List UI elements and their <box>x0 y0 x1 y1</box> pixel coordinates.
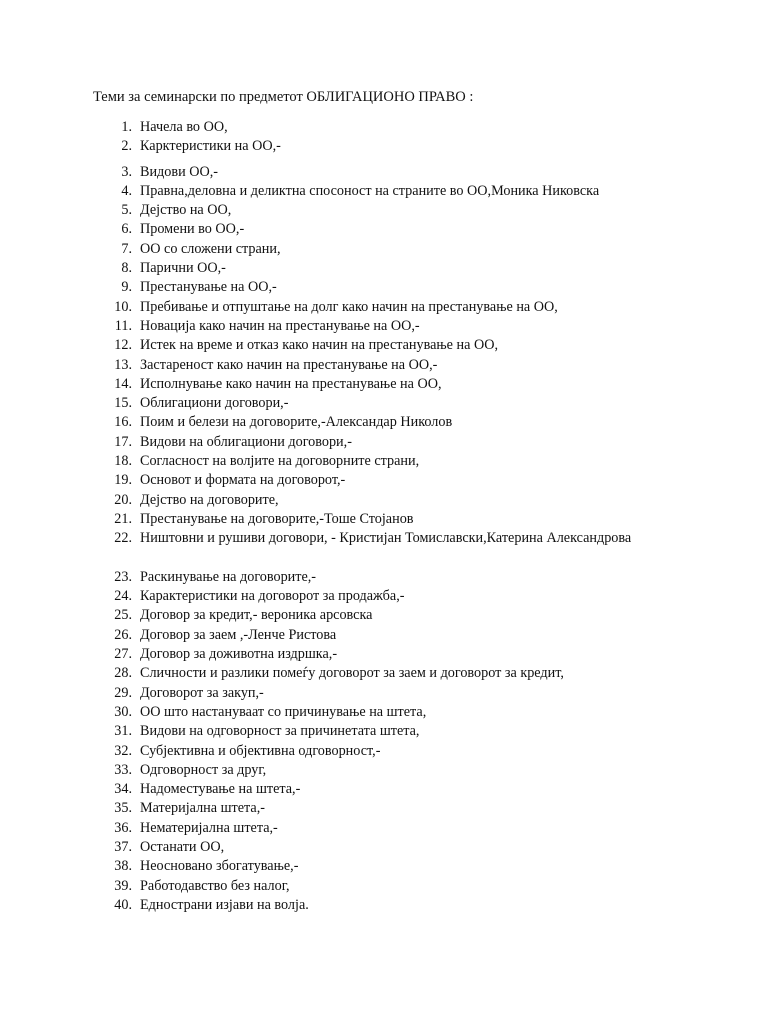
list-item-number: 25. <box>114 607 132 624</box>
list-item-text: Начела во ОО, <box>140 119 228 135</box>
list-item <box>0 317 768 336</box>
list-item-number: 14. <box>114 375 132 392</box>
list-item-number: 29. <box>114 684 132 701</box>
list-item <box>0 838 768 857</box>
list-item <box>0 529 768 568</box>
list-item-number: 38. <box>114 858 132 875</box>
list-item <box>0 606 768 625</box>
list-item-number: 23. <box>114 568 132 585</box>
list-item-number: 20. <box>114 491 132 508</box>
list-item-text: Ништовни и рушиви договори, - Кристијан Томиславски,Катерина Александрова <box>140 530 632 547</box>
list-item <box>0 259 768 278</box>
list-item-number: 11. <box>114 317 132 334</box>
list-item-number: 5. <box>121 202 132 219</box>
list-item-text: Останати ОО, <box>140 838 225 855</box>
list-item-text: Правна,деловна и деликтна спосоност на страните во ОО,Моника Никовска <box>140 182 600 199</box>
list-item <box>0 471 768 490</box>
list-item-number: 30. <box>114 703 132 720</box>
list-item-text: Видови на облигациони договори,- <box>140 433 352 450</box>
list-item <box>0 240 768 259</box>
list-item-number: 7. <box>121 240 132 257</box>
list-item <box>0 645 768 664</box>
list-item-text: Облигациони договори,- <box>140 395 289 412</box>
list-item-number: 6. <box>121 221 132 238</box>
list-item-number: 33. <box>114 761 132 778</box>
list-item-text: Истек на време и отказ како начин на престанување на ОО, <box>140 337 498 354</box>
list-item-number: 35. <box>114 800 132 817</box>
list-item-number: 21. <box>114 510 132 527</box>
list-item-text: Договор за заем ,-Ленче Ристова <box>140 626 337 643</box>
topic-list <box>0 118 768 915</box>
list-item-text: Договорот за закуп,- <box>140 684 264 701</box>
list-item-text: Пребивање и отпуштање на долг како начин на престанување на ОО, <box>140 298 558 315</box>
list-item <box>0 336 768 355</box>
list-item-number: 31. <box>114 723 132 740</box>
list-item-text: Работодавство без налог, <box>140 877 290 894</box>
list-item-number: 22. <box>114 530 132 547</box>
list-item-number: 40. <box>114 896 132 913</box>
list-item-number: 28. <box>114 665 132 682</box>
list-item <box>0 433 768 452</box>
list-item-number: 3. <box>121 163 132 180</box>
list-item-text: Видови на одговорност за причинетата штета, <box>140 723 420 740</box>
list-item <box>0 491 768 510</box>
list-item-text: Нематеријална штета,- <box>140 819 278 836</box>
list-item-number: 4. <box>121 182 132 199</box>
list-item-text: Неосновано збогатување,- <box>140 858 299 875</box>
list-item <box>0 799 768 818</box>
list-item-number: 17. <box>114 433 132 450</box>
list-item-number: 26. <box>114 626 132 643</box>
list-item <box>0 626 768 645</box>
list-item-text: Материјална штета,- <box>140 800 265 817</box>
list-item <box>0 587 768 606</box>
list-item <box>0 394 768 413</box>
list-item-number: 10. <box>114 298 132 315</box>
list-item-text: Карактеристики на договорот за продажба,- <box>140 588 405 605</box>
list-item <box>0 877 768 896</box>
list-item-text: Промени во ОО,- <box>140 221 245 238</box>
list-item-number: 34. <box>114 781 132 798</box>
list-item-text: Субјективна и објективна одговорност,- <box>140 742 381 759</box>
list-item <box>0 703 768 722</box>
list-item-text: Договор за кредит,- вероника арсовска <box>140 607 373 624</box>
list-item-text: Поим и белези на договорите,-Александар Николов <box>140 414 453 431</box>
list-item <box>0 375 768 394</box>
list-item-text: Парични ОО,- <box>140 260 226 277</box>
list-item <box>0 568 768 587</box>
list-item <box>0 896 768 915</box>
list-item-text: ОО со сложени страни, <box>140 240 281 257</box>
list-item-text: Дејство на договорите, <box>140 491 279 508</box>
list-item-number: 2. <box>121 138 132 155</box>
list-item-number: 12. <box>114 337 132 354</box>
list-item <box>0 163 768 182</box>
list-item-number: 16. <box>114 414 132 431</box>
list-item-number: 13. <box>114 356 132 373</box>
list-item-number: 27. <box>114 646 132 663</box>
list-item-number: 18. <box>114 453 132 470</box>
list-item <box>0 118 768 137</box>
list-item <box>0 857 768 876</box>
list-item-number: 19. <box>114 472 132 489</box>
list-item-number: 39. <box>114 877 132 894</box>
list-item <box>0 201 768 220</box>
list-item-text: Карктеристики на ОО,- <box>140 138 281 155</box>
list-item <box>0 452 768 471</box>
list-item-text: ОО што настануваат со причинување на штета, <box>140 703 427 720</box>
list-item <box>0 182 768 201</box>
list-item <box>0 510 768 529</box>
list-item-text: Новација како начин на престанување на ОО,- <box>140 317 420 334</box>
list-item <box>0 819 768 838</box>
list-item-text: Престанување на договорите,-Тоше Стојанов <box>140 510 414 527</box>
list-item-text: Раскинување на договорите,- <box>140 568 317 585</box>
list-item-number: 32. <box>114 742 132 759</box>
list-item-text: Договор за доживотна издршка,- <box>140 646 338 663</box>
list-item-text: Одговорност за друг, <box>140 761 267 778</box>
list-item-number: 1. <box>121 119 132 135</box>
list-item-text: Исполнување како начин на престанување на ОО, <box>140 375 442 392</box>
list-item-text: Престанување на ОО,- <box>140 279 277 296</box>
list-item-text: Видови ОО,- <box>140 163 218 180</box>
document-title: Теми за семинарски по предметот ОБЛИГАЦИОНО ПРАВО : <box>93 89 474 105</box>
list-item-number: 36. <box>114 819 132 836</box>
list-item <box>0 722 768 741</box>
list-item <box>0 413 768 432</box>
list-item-text: Согласност на волјите на договорните страни, <box>140 453 420 470</box>
list-item-number: 15. <box>114 395 132 412</box>
list-item-text: Застареност како начин на престанување на ОО,- <box>140 356 438 373</box>
list-item-text: Основот и формата на договорот,- <box>140 472 346 489</box>
list-item-number: 37. <box>114 838 132 855</box>
list-item <box>0 298 768 317</box>
list-item <box>0 780 768 799</box>
list-item <box>0 761 768 780</box>
list-item-text: Дејство на ОО, <box>140 202 232 219</box>
list-item-text: Надоместување на штета,- <box>140 781 301 798</box>
list-item <box>0 664 768 683</box>
list-item <box>0 278 768 297</box>
list-item <box>0 220 768 239</box>
list-item <box>0 137 768 156</box>
list-item-text: Сличности и разлики помеѓу договорот за заем и договорот за кредит, <box>140 665 564 682</box>
list-item <box>0 742 768 761</box>
list-item-number: 8. <box>121 260 132 277</box>
list-item-text: Еднострани изјави на волја. <box>140 896 309 913</box>
list-item-number: 24. <box>114 588 132 605</box>
list-item <box>0 356 768 375</box>
list-item <box>0 684 768 703</box>
list-item-number: 9. <box>121 279 132 296</box>
